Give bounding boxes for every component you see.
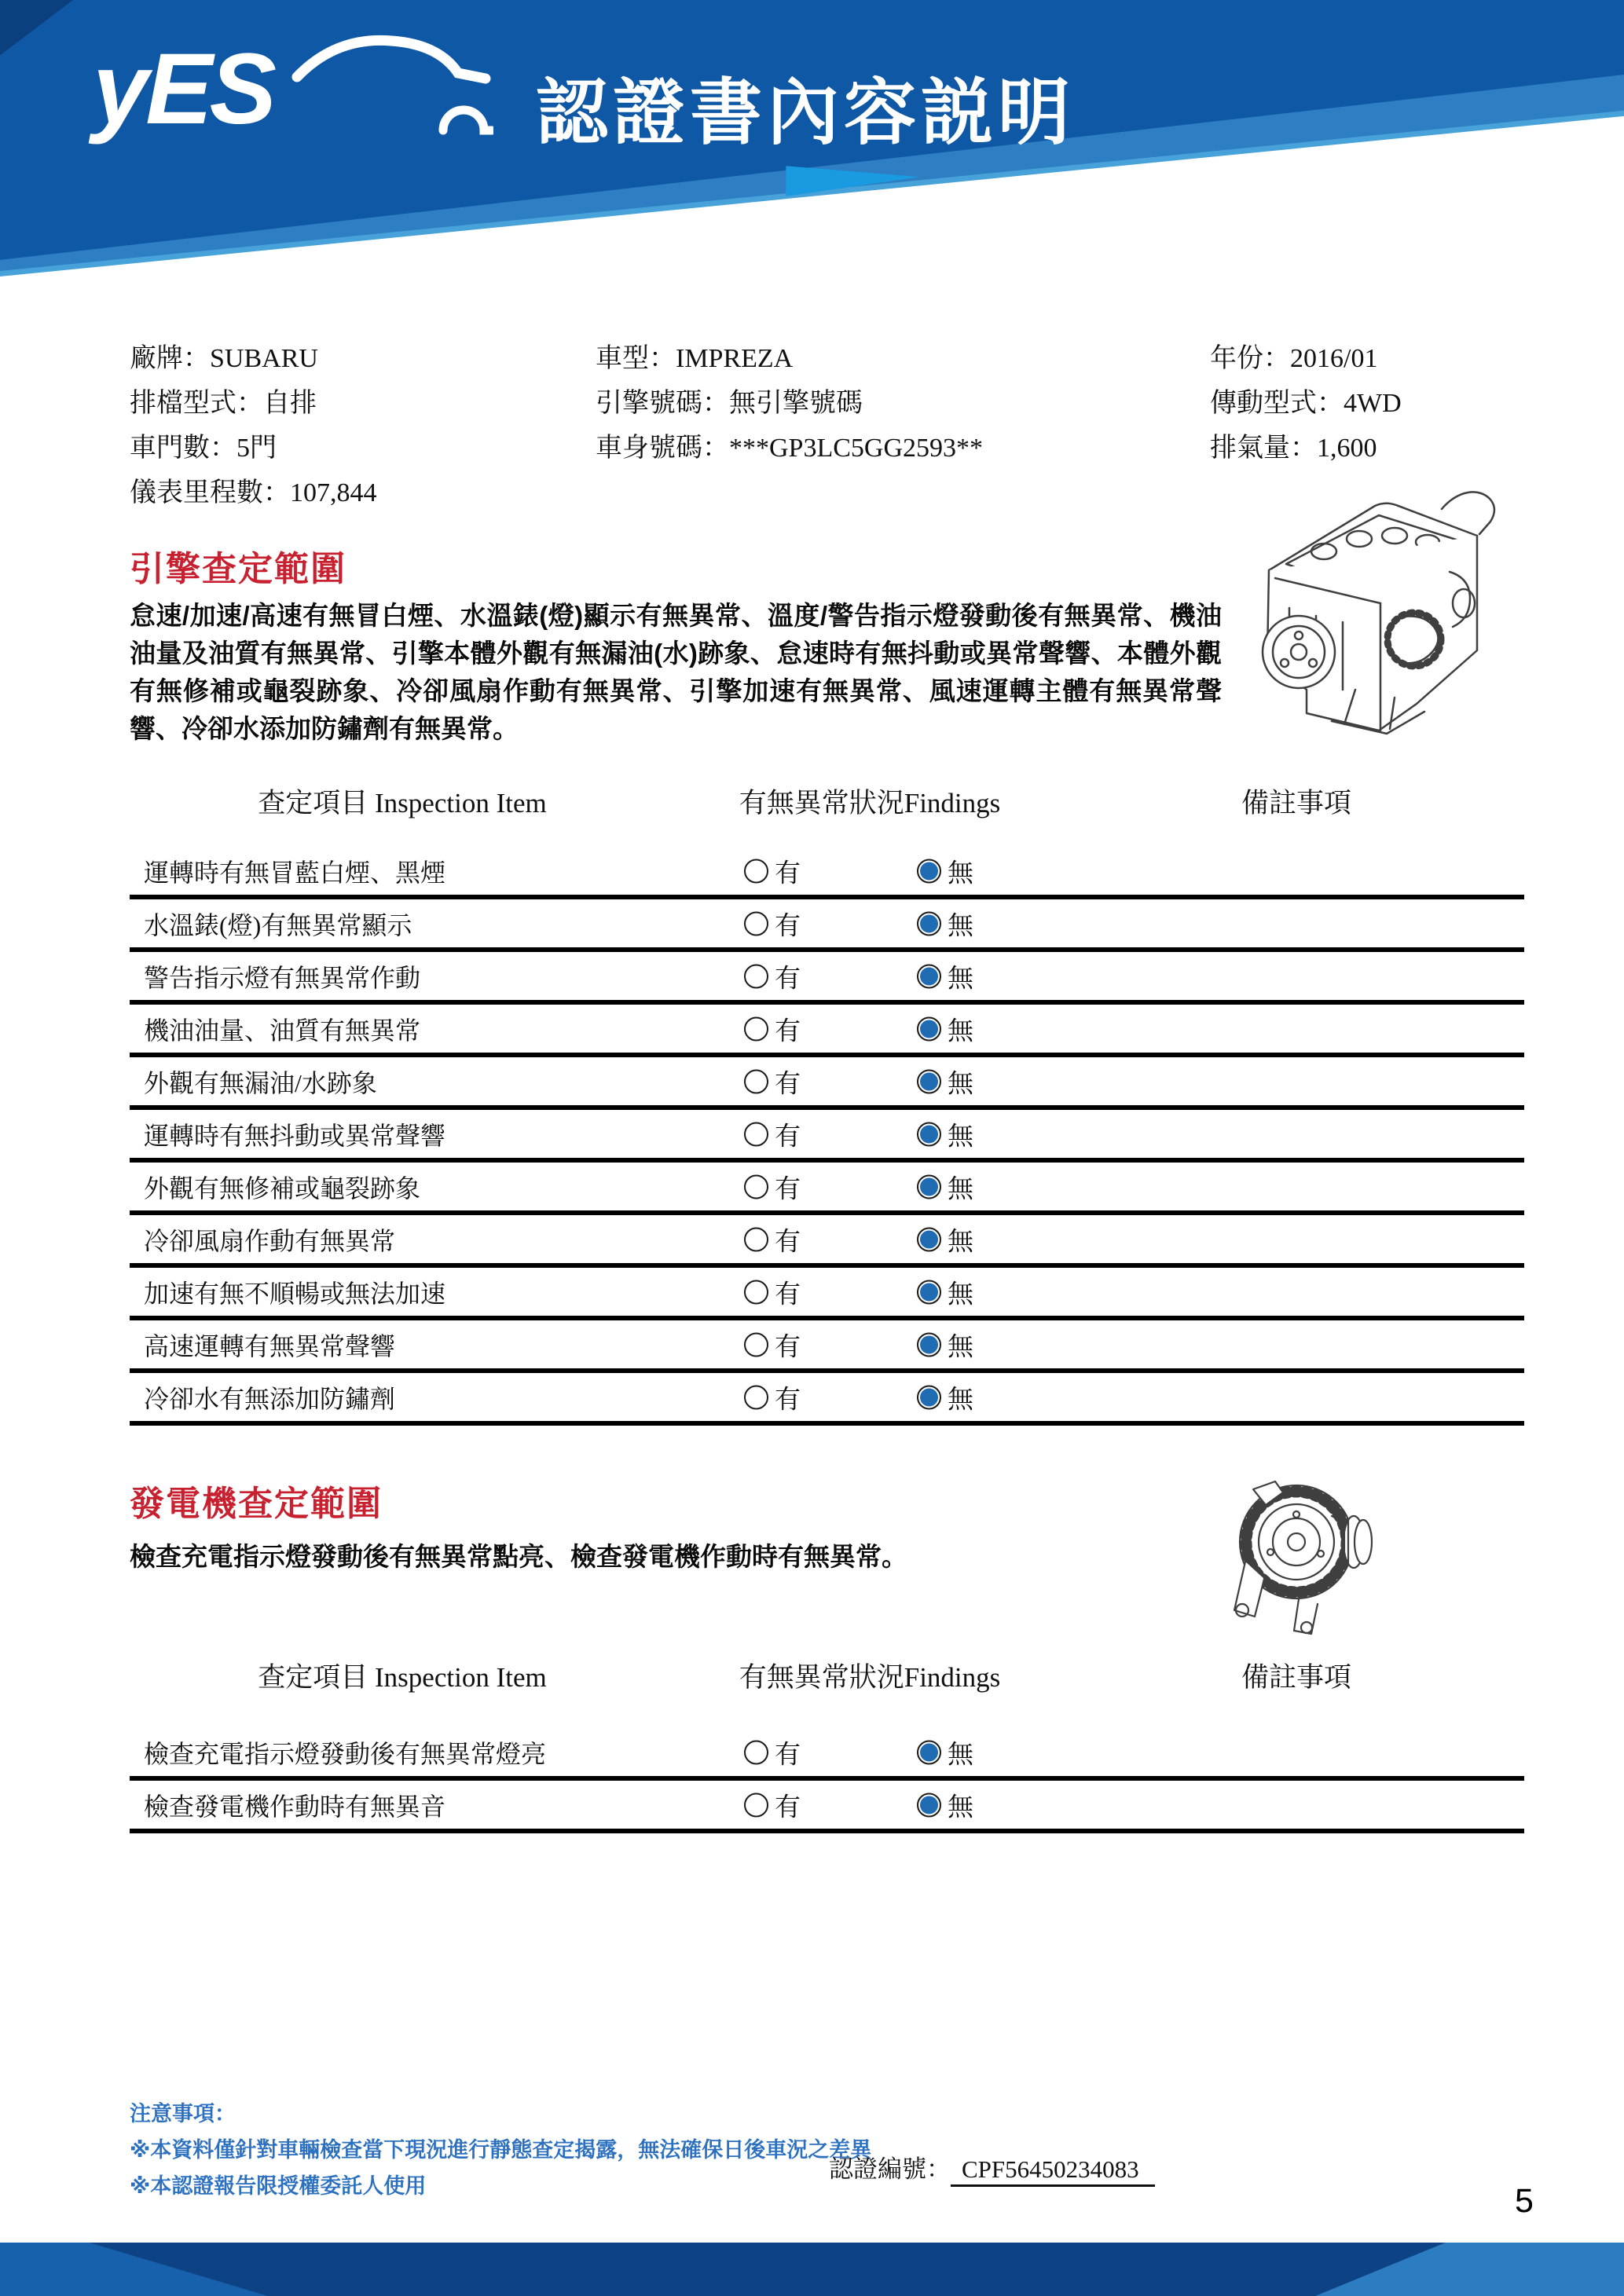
info-line: 年份：2016/01 (1210, 344, 1378, 373)
radio-yes[interactable] (744, 911, 768, 936)
vehicle-info-col3 (1210, 336, 1402, 471)
radio-yes-label: 有 (775, 1386, 801, 1414)
inspection-item: 冷卻風扇作動有無異常 (144, 1226, 396, 1255)
inspection-item: 機油油量、油質有無異常 (144, 1016, 421, 1045)
table-row (130, 1781, 1524, 1833)
radio-no-selected[interactable] (917, 1016, 941, 1041)
inspection-item: 外觀有無漏油/水跡象 (144, 1068, 377, 1097)
radio-no-label: 無 (948, 965, 973, 993)
radio-yes-label: 有 (775, 1280, 801, 1309)
engine-section-heading: 引擎查定範圍 (130, 550, 346, 588)
radio-yes[interactable] (744, 1016, 768, 1041)
radio-yes-label: 有 (775, 859, 801, 888)
header-banner (0, 0, 1624, 276)
table-row (130, 1728, 1524, 1781)
radio-no-selected[interactable] (917, 1740, 941, 1764)
radio-no-label: 無 (948, 1070, 973, 1098)
radio-no-selected[interactable] (917, 1792, 941, 1817)
inspection-item: 檢查充電指示燈發動後有無異常燈亮 (144, 1739, 547, 1768)
inspection-item: 冷卻水有無添加防鏽劑 (144, 1384, 396, 1413)
generator-table-header (0, 1656, 1624, 1695)
radio-yes[interactable] (744, 1280, 768, 1304)
car-silhouette-icon (289, 30, 493, 156)
radio-no-selected[interactable] (917, 1227, 941, 1251)
generator-inspection-table (130, 1728, 1524, 1833)
engine-inspection-table (130, 847, 1524, 1426)
column-header-finding: 有無異常狀況Findings (739, 788, 1001, 818)
generator-section-description: 檢查充電指示燈發動後有無異常點亮、檢查發電機作動時有無異常。 (130, 1542, 907, 1571)
notes-title: 注意事項： (130, 2102, 236, 2126)
radio-yes[interactable] (744, 1385, 768, 1409)
table-row (130, 847, 1524, 899)
radio-no-label: 無 (948, 1280, 973, 1309)
footer-bar (0, 2243, 1624, 2296)
radio-no-label: 無 (948, 1228, 973, 1256)
radio-yes-label: 有 (775, 1228, 801, 1256)
table-row (130, 1373, 1524, 1426)
inspection-item: 檢查發電機作動時有無異音 (144, 1792, 446, 1821)
page-title: 認證書內容説明 (536, 73, 1076, 153)
radio-yes-label: 有 (775, 1333, 801, 1361)
radio-yes-label: 有 (775, 912, 801, 940)
table-row (130, 1110, 1524, 1163)
engine-table-header (0, 782, 1624, 821)
inspection-item: 警告指示燈有無異常作動 (144, 963, 421, 992)
table-row (130, 1268, 1524, 1320)
radio-no-label: 無 (948, 1793, 973, 1822)
table-row (130, 1057, 1524, 1110)
certificate-number (829, 2149, 1155, 2184)
info-line: 傳動型式：4WD (1210, 389, 1402, 418)
radio-no-label: 無 (948, 1741, 973, 1769)
radio-yes[interactable] (744, 1122, 768, 1146)
radio-yes[interactable] (744, 1174, 768, 1199)
table-row (130, 1320, 1524, 1373)
inspection-item: 外觀有無修補或龜裂跡象 (144, 1174, 421, 1203)
column-header-note: 備註事項 (1241, 788, 1352, 818)
radio-yes[interactable] (744, 1227, 768, 1251)
radio-yes[interactable] (744, 964, 768, 988)
radio-no-selected[interactable] (917, 964, 941, 988)
engine-section-description: 怠速/加速/高速有無冒白煙、水溫錶(燈)顯示有無異常、溫度/警告指示燈發動後有無異常、機油油量及油質有無異常、引擎本體外觀有無漏油(水)跡象、怠速時有無抖動或異常聲響、本體外觀有無修補或龜裂跡象、冷卻風扇作動有無異常、引擎加速有無異常、風速運轉主體有無異常聲響、冷卻水添加防鏽劑有無異常。 (130, 601, 1222, 743)
generator-section-heading: 發電機查定範圍 (130, 1485, 383, 1523)
page-number: 5 (1515, 2182, 1534, 2220)
certificate-number-label: 認證編號： (829, 2155, 951, 2183)
radio-yes[interactable] (744, 1069, 768, 1093)
radio-yes-label: 有 (775, 965, 801, 993)
radio-yes[interactable] (744, 1332, 768, 1357)
radio-no-label: 無 (948, 1333, 973, 1361)
vehicle-info-col2 (596, 336, 983, 471)
inspection-item: 水溫錶(燈)有無異常顯示 (144, 910, 412, 939)
column-header-item: 查定項目 Inspection Item (258, 788, 547, 818)
inspection-item: 運轉時有無冒藍白煙、黑煙 (144, 858, 446, 887)
yes-logo-text: yES (93, 33, 273, 145)
radio-no-selected[interactable] (917, 1069, 941, 1093)
radio-no-label: 無 (948, 912, 973, 940)
table-row (130, 952, 1524, 1005)
column-header-item: 查定項目 Inspection Item (258, 1662, 547, 1693)
info-line: 車型：IMPREZA (596, 344, 794, 373)
radio-yes-label: 有 (775, 1741, 801, 1769)
inspection-item: 運轉時有無抖動或異常聲響 (144, 1121, 446, 1150)
radio-no-label: 無 (948, 1175, 973, 1203)
radio-no-label: 無 (948, 1122, 973, 1151)
info-line: 廠牌：SUBARU (130, 344, 318, 373)
info-line: 引擎號碼：無引擎號碼 (596, 389, 863, 418)
info-line: 排氣量：1,600 (1210, 434, 1377, 463)
radio-yes-label: 有 (775, 1793, 801, 1822)
inspection-item: 加速有無不順暢或無法加速 (144, 1279, 446, 1308)
radio-no-label: 無 (948, 1017, 973, 1045)
radio-yes[interactable] (744, 1740, 768, 1764)
column-header-finding: 有無異常狀況Findings (739, 1662, 1001, 1693)
vehicle-info-col1 (130, 336, 377, 515)
radio-no-selected[interactable] (917, 1174, 941, 1199)
radio-no-selected[interactable] (917, 1385, 941, 1409)
radio-yes[interactable] (744, 859, 768, 883)
certificate-number-value: CPF56450234083 (951, 2155, 1155, 2187)
column-header-note: 備註事項 (1241, 1662, 1352, 1693)
info-line: 儀表里程數：107,844 (130, 478, 377, 507)
note-line: ※本認證報告限授權委託人使用 (130, 2174, 427, 2198)
radio-no-selected[interactable] (917, 1280, 941, 1304)
table-row (130, 899, 1524, 952)
engine-icon (1214, 454, 1516, 753)
footer-notes (130, 2096, 871, 2204)
info-line: 車門數：5門 (130, 434, 277, 463)
info-line: 車身號碼：***GP3LC5GG2593** (596, 434, 984, 463)
table-row (130, 1163, 1524, 1215)
radio-no-selected[interactable] (917, 1122, 941, 1146)
inspection-item: 高速運轉有無異常聲響 (144, 1331, 396, 1360)
table-row (130, 1005, 1524, 1057)
radio-yes-label: 有 (775, 1122, 801, 1151)
radio-no-label: 無 (948, 1386, 973, 1414)
engine-illustration (1214, 454, 1516, 753)
yes-logo (93, 33, 501, 163)
radio-yes[interactable] (744, 1792, 768, 1817)
radio-no-label: 無 (948, 859, 973, 888)
alternator-icon (1222, 1467, 1383, 1640)
table-row (130, 1215, 1524, 1268)
radio-no-selected[interactable] (917, 859, 941, 883)
radio-yes-label: 有 (775, 1175, 801, 1203)
note-line: ※本資料僅針對車輛檢查當下現況進行靜態查定揭露，無法確保日後車況之差異 (130, 2138, 872, 2162)
radio-no-selected[interactable] (917, 1332, 941, 1357)
radio-no-selected[interactable] (917, 911, 941, 936)
info-line: 排檔型式：自排 (130, 389, 317, 418)
alternator-illustration (1222, 1467, 1383, 1640)
radio-yes-label: 有 (775, 1017, 801, 1045)
radio-yes-label: 有 (775, 1070, 801, 1098)
